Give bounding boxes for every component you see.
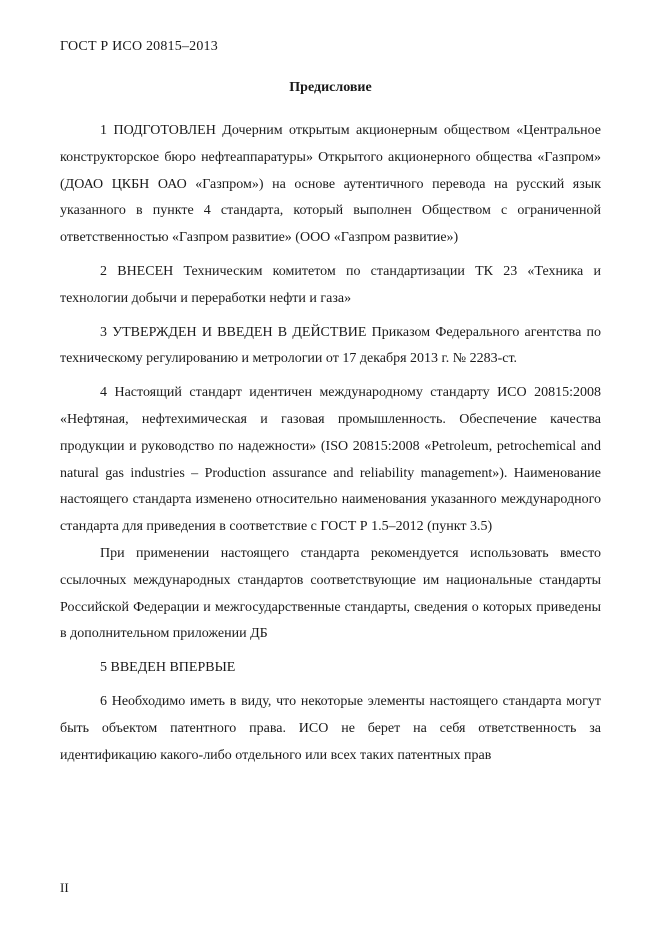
paragraph-5-introduced: 5 ВВЕДЕН ВПЕРВЫЕ bbox=[100, 660, 236, 676]
paragraph-1-prepared: 1 ПОДГОТОВЛЕН Дочерним открытым акционерным обществом «Центральное конструкторское бюро нефтеаппаратуры» Открытого акционерного общества «Газпром» (ДОАО ЦКБН ОАО «Газпром») на основе аутентичного перевода на русский язык указанного в пункте 4 стандарта, который выполнен Обществом с ограниченной ответственностью «Газпром развитие» (ООО «Газпром развитие») bbox=[60, 123, 601, 246]
document-body bbox=[60, 118, 601, 769]
paragraph-4-identical: 4 Настоящий стандарт идентичен международному стандарту ИСО 20815:2008 «Нефтяная, нефтехимическая и газовая промышленность. Обеспечение качества продукции и руководство по надежности» (ISO 20815:2008 «Petroleum, petrochemical and natural gas industries – Production assurance and reliability management»). Наименование настоящего стандарта изменено относительно наименования указанного международного стандарта для приведения в соответствие с ГОСТ Р 1.5–2012 (пункт 3.5) bbox=[60, 385, 601, 535]
paragraph-3-approved: 3 УТВЕРЖДЕН И ВВЕДЕН В ДЕЙСТВИЕ Приказом Федерального агентства по техническому регулированию и метрологии от 17 декабря 2013 г. № 2283-ст. bbox=[60, 324, 601, 367]
paragraph-6-patents: 6 Необходимо иметь в виду, что некоторые элементы настоящего стандарта могут быть объектом патентного права. ИСО не берет на себя ответственность за идентификацию какого-либо отдельного или всех таких патентных прав bbox=[60, 693, 601, 763]
document-header: ГОСТ Р ИСО 20815–2013 bbox=[60, 39, 218, 54]
paragraph-4-note: При применении настоящего стандарта рекомендуется использовать вместо ссылочных международных стандартов соответствующие им национальные стандарты Российской Федерации и межгосударственные стандарты, сведения о которых приведены в дополнительном приложении ДБ bbox=[60, 545, 601, 642]
page-title: Предисловие bbox=[289, 80, 372, 95]
page-number: II bbox=[60, 880, 69, 895]
paragraph-2-submitted: 2 ВНЕСЕН Техническим комитетом по стандартизации ТК 23 «Техника и технологии добычи и переработки нефти и газа» bbox=[60, 263, 601, 306]
